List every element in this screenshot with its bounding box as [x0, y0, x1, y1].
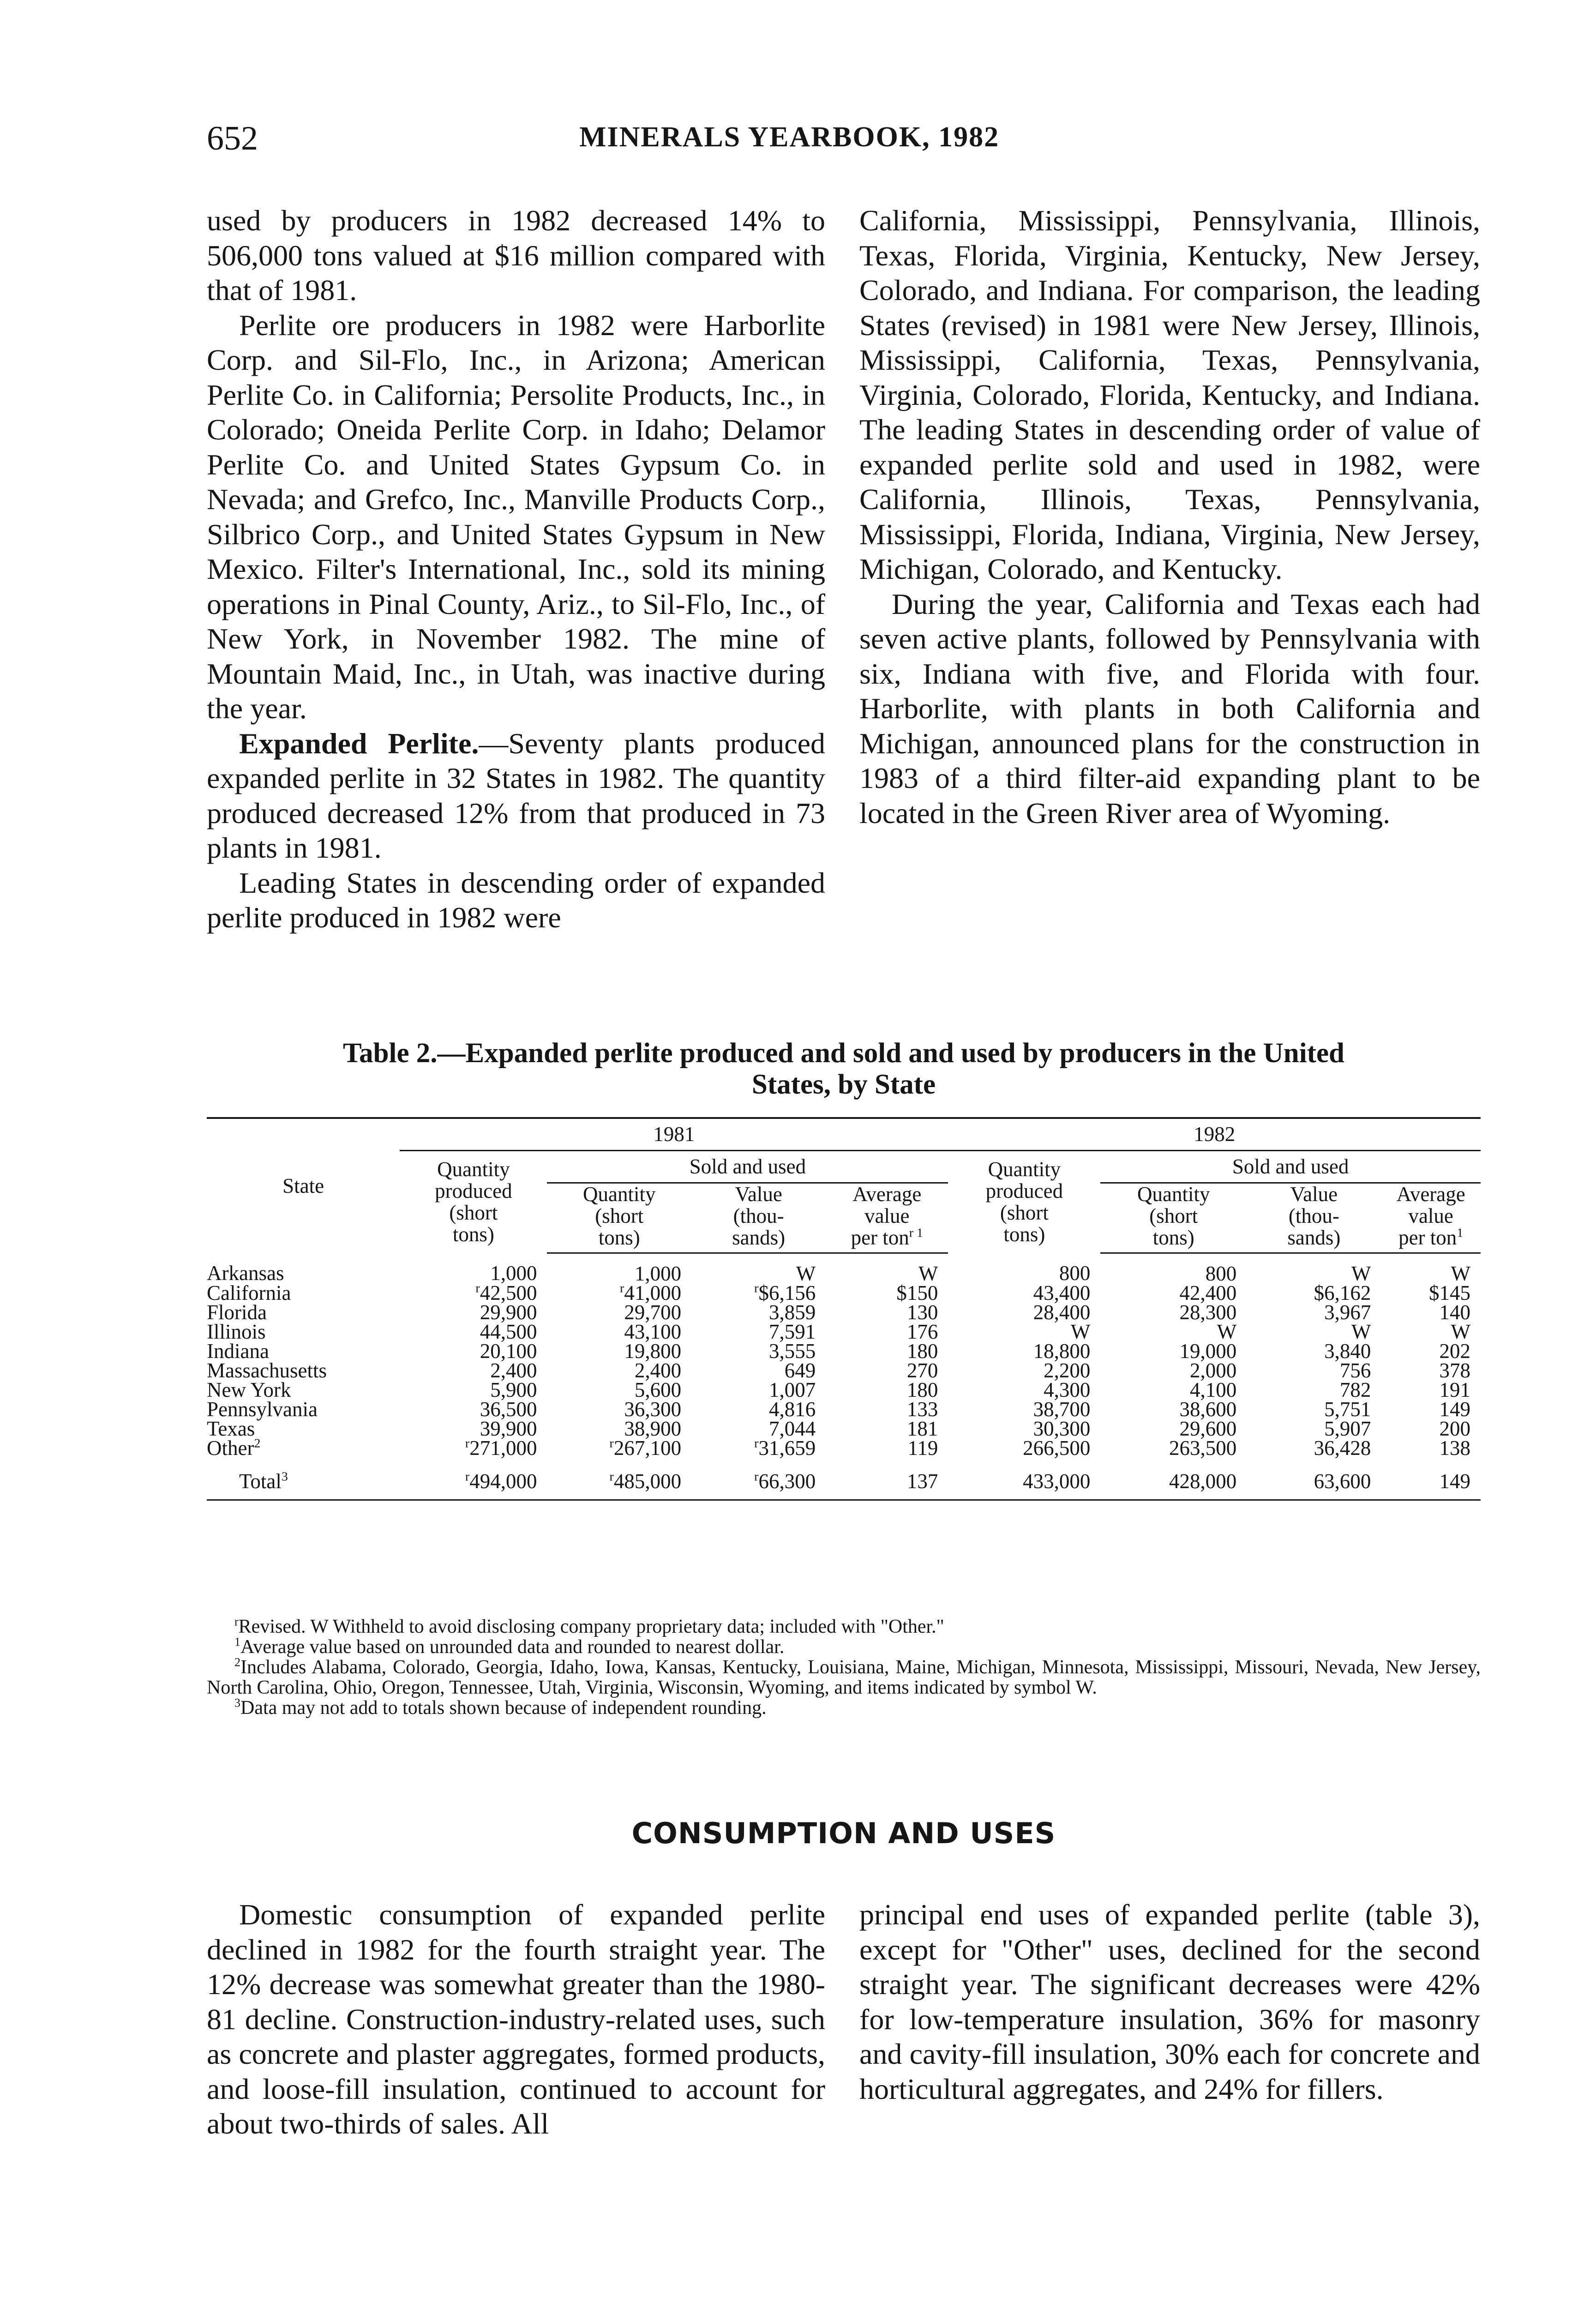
- paragraph: California, Mississippi, Pennsylvania, Illinois, Texas, Florida, Virginia, Kentucky, New Jersey, Colorado, and Indiana. For comparison, the leading States (revised) in 1981 were New Jersey, Illinois, Mississippi, California, Texas, Pennsylvania, Virginia, Colorado, Florida, Kentucky, and Indiana. The leading States in descending order of value of expanded perlite sold and used in 1982, were California, Illinois, Texas, Pennsylvania, Mississippi, Florida, Indiana, Virginia, New Jersey, Michigan, Colorado, and Kentucky.: [859, 204, 1480, 585]
- table-cell: 800: [1205, 1262, 1237, 1285]
- state-cell: Illinois: [207, 1320, 266, 1343]
- paragraph: Leading States in descending order of expanded perlite produced in 1982 were: [207, 866, 825, 934]
- paragraph-body: —Seventy plants produced expanded perlite in 32 States in 1982. The quantity produced decreased 12% from that produced in 73 plants in 1981.: [207, 727, 825, 864]
- state-cell: Total$^3$: [207, 1458, 400, 1500]
- col-header-state: State: [207, 1118, 400, 1253]
- table-cell: 19,000: [1179, 1340, 1237, 1363]
- table-cell: W: [918, 1262, 938, 1285]
- table-cell: 4,300: [1044, 1378, 1091, 1401]
- paragraph: [207, 726, 825, 866]
- footnote-r: $^r$Revised. W Withheld to avoid disclosing company proprietary data; included with "Other.": [234, 1615, 944, 1637]
- table-cell: 1,000: [634, 1262, 682, 1285]
- table-cell: $145: [1429, 1281, 1470, 1304]
- footnote-2: $^2$Includes Alabama, Colorado, Georgia, Idaho, Iowa, Kansas, Kentucky, Louisiana, Maine, Michigan, Minnesota, Mississippi, Missouri, Nevada, New Jersey, North Carolina, Ohio, Oregon, Tennessee, Utah, Virginia, Wisconsin, Wyoming, and items indicated by symbol W.: [207, 1655, 1481, 1698]
- text-column-right-2: [859, 1897, 1480, 2106]
- table-cell: W: [1070, 1320, 1091, 1343]
- table-cell: 1,007: [768, 1378, 816, 1401]
- table-cell: 43,400: [1033, 1281, 1091, 1304]
- state-cell: New York: [207, 1378, 291, 1401]
- table-cell: 3,967: [1324, 1301, 1371, 1324]
- text-column-left-2: [207, 1897, 825, 2141]
- table-cell: 3,859: [768, 1301, 816, 1324]
- text-column-right: [859, 203, 1480, 830]
- table-cell: 19,800: [624, 1340, 682, 1363]
- table-cell: $^r$66,300: [691, 1458, 826, 1500]
- state-cell: California: [207, 1281, 291, 1304]
- table-cell: 266,500: [1023, 1436, 1091, 1460]
- section-heading: CONSUMPTION AND USES: [631, 1816, 1056, 1850]
- table-cell: 130: [906, 1301, 938, 1324]
- table-cell: 5,900: [490, 1378, 537, 1401]
- table-cell: 38,900: [624, 1417, 682, 1440]
- footnotes: [207, 1617, 1481, 1718]
- footnote-3: $^3$Data may not add to totals shown because of independent rounding.: [234, 1696, 767, 1719]
- table-cell: 42,400: [1179, 1281, 1237, 1304]
- sold-used-header-1982: Sold and used: [1100, 1151, 1481, 1183]
- table-cell: 5,751: [1324, 1398, 1371, 1421]
- table-title: [207, 1038, 1481, 1100]
- table-cell: 180: [906, 1378, 938, 1401]
- table-cell: 149: [1439, 1398, 1470, 1421]
- table-cell: 7,591: [768, 1320, 816, 1343]
- table-row: [207, 1438, 1481, 1458]
- table-cell: 5,907: [1324, 1417, 1371, 1440]
- table-cell: W: [1451, 1262, 1470, 1285]
- table-cell: $6,162: [1314, 1281, 1371, 1304]
- table-cell: 782: [1339, 1378, 1371, 1401]
- table-row: [207, 1322, 1481, 1341]
- col-header-value-1982: Value (thou- sands): [1247, 1183, 1381, 1253]
- paragraph: Domestic consumption of expanded perlite declined in 1982 for the fourth straight year. The 12% decrease was somewhat greater than the 1980-81 decline. Construction-industry-related uses, such as concrete and plaster aggregates, formed products, and loose-fill insulation, continued to account for about two-thirds of sales. All: [207, 1898, 825, 2140]
- table-body: [207, 1253, 1481, 1500]
- table-cell: $^r$\$6,156: [754, 1281, 816, 1304]
- table-title-line: States, by State: [751, 1069, 936, 1100]
- table-cell: 38,700: [1033, 1398, 1091, 1421]
- table-cell: 29,700: [624, 1301, 682, 1324]
- table-cell: 3,555: [768, 1340, 816, 1363]
- table-cell: 202: [1439, 1340, 1470, 1363]
- text-column-left: [207, 203, 825, 935]
- table-cell: $^r$271,000: [465, 1436, 537, 1460]
- table-cell: 2,400: [490, 1359, 537, 1382]
- running-header: MINERALS YEARBOOK, 1982: [579, 121, 1000, 153]
- table-cell: 44,500: [480, 1320, 537, 1343]
- table-title-line: Table 2.—Expanded perlite produced and sold and used by producers in the United: [343, 1038, 1344, 1069]
- table-cell: $^r$31,659: [754, 1436, 816, 1460]
- col-header-qty-produced-1982: Quantity produced (short tons): [985, 1158, 1063, 1246]
- table-cell: 36,428: [1314, 1436, 1371, 1460]
- table-row: [207, 1283, 1481, 1303]
- table-cell: 133: [906, 1398, 938, 1421]
- table-cell: 191: [1439, 1378, 1470, 1401]
- table-cell: 4,816: [768, 1398, 816, 1421]
- col-header-quantity-1981: Quantity (short tons): [547, 1183, 691, 1253]
- table-cell: 2,200: [1044, 1359, 1091, 1382]
- table-cell: 36,300: [624, 1398, 682, 1421]
- page-number: 652: [207, 120, 258, 157]
- table-cell: W: [1451, 1320, 1470, 1343]
- table-cell: $^r$494,000: [400, 1458, 547, 1500]
- table-cell: 29,900: [480, 1301, 537, 1324]
- state-cell: Florida: [207, 1301, 267, 1324]
- table-cell: $^r$41,000: [620, 1281, 682, 1304]
- col-header-qty-produced-1981: Quantity produced (short tons): [435, 1158, 512, 1246]
- table-cell: W: [1217, 1320, 1237, 1343]
- col-header-quantity-1982: Quantity (short tons): [1100, 1183, 1247, 1253]
- paragraph: principal end uses of expanded perlite (table 3), except for "Other" uses, declined for the second straight year. The significant decreases were 42% for low-temperature insulation, 36% for masonry and cavity-fill insulation, 30% each for concrete and horticultural aggregates, and 24% for fillers.: [859, 1898, 1480, 2105]
- table-row: [207, 1303, 1481, 1322]
- table-cell: 176: [906, 1320, 938, 1343]
- table-cell: 138: [1439, 1436, 1470, 1460]
- table-cell: W: [1351, 1320, 1371, 1343]
- state-cell: Other$^2$: [207, 1436, 261, 1460]
- table-cell: 649: [784, 1359, 816, 1382]
- table-row: [207, 1400, 1481, 1419]
- table-row: [207, 1253, 1481, 1284]
- table-cell: $^r$267,100: [609, 1436, 682, 1460]
- table-row: [207, 1380, 1481, 1400]
- table-cell: 36,500: [480, 1398, 537, 1421]
- year-header-1982: 1982: [948, 1118, 1481, 1151]
- sold-used-header-1981: Sold and used: [547, 1151, 948, 1183]
- table-cell: 200: [1439, 1417, 1470, 1440]
- table-cell: 2,000: [1190, 1359, 1237, 1382]
- table-cell: 137: [826, 1458, 948, 1500]
- table-cell: 181: [906, 1417, 938, 1440]
- table-cell: 5,600: [634, 1378, 682, 1401]
- table-cell: 180: [906, 1340, 938, 1363]
- paragraph: During the year, California and Texas each had seven active plants, followed by Pennsylvania with six, Indiana with five, and Florida with four. Harborlite, with plants in both California and Michigan, announced plans for the construction in 1983 of a third filter-aid expanding plant to be located in the Green River area of Wyoming.: [859, 587, 1480, 829]
- table-cell: 1,000: [490, 1262, 537, 1285]
- table-cell: 43,100: [624, 1320, 682, 1343]
- table-cell: 29,600: [1179, 1417, 1237, 1440]
- state-cell: Pennsylvania: [207, 1398, 318, 1421]
- footnote-1: $^1$Average value based on unrounded data and rounded to nearest dollar.: [234, 1635, 785, 1658]
- table-cell: $^r$42,500: [475, 1281, 537, 1304]
- table-cell: 28,400: [1033, 1301, 1091, 1324]
- paragraph-heading: Expanded Perlite.: [239, 727, 479, 760]
- table-cell: 140: [1439, 1301, 1470, 1324]
- table-cell: 270: [906, 1359, 938, 1382]
- table-cell: $150: [896, 1281, 938, 1304]
- table-cell: 149: [1381, 1458, 1481, 1500]
- table-cell: $^r$485,000: [547, 1458, 691, 1500]
- table-cell: 263,500: [1169, 1436, 1237, 1460]
- year-header-1981: 1981: [400, 1118, 948, 1151]
- table-cell: 428,000: [1100, 1458, 1247, 1500]
- col-header-average-1981: Average value per ton$^{r 1}$: [826, 1183, 948, 1253]
- table-cell: 378: [1439, 1359, 1470, 1382]
- table-cell: 7,044: [768, 1417, 816, 1440]
- paragraph: Perlite ore producers in 1982 were Harborlite Corp. and Sil-Flo, Inc., in Arizona; American Perlite Co. in California; Persolite Products, Inc., in Colorado; Oneida Perlite Corp. in Idaho; Delamor Perlite Co. and United States Gypsum Co. in Nevada; and Grefco, Inc., Manville Products Corp., Silbrico Corp., and United States Gypsum in New Mexico. Filter's International, Inc., sold its mining operations in Pinal County, Ariz., to Sil-Flo, Inc., of New York, in November 1982. The mine of Mountain Maid, Inc., in Utah, was inactive during the year.: [207, 308, 825, 725]
- state-cell: Arkansas: [207, 1262, 284, 1285]
- table-cell: 39,900: [480, 1417, 537, 1440]
- col-header-average-1982: Average value per ton$^1$: [1381, 1183, 1481, 1253]
- table-row: [207, 1341, 1481, 1361]
- table-cell: 4,100: [1190, 1378, 1237, 1401]
- paragraph: used by producers in 1982 decreased 14% to 506,000 tons valued at $16 million compared with that of 1981.: [207, 204, 825, 307]
- table-cell: 63,600: [1247, 1458, 1381, 1500]
- table-cell: 3,840: [1324, 1340, 1371, 1363]
- table-cell: W: [796, 1262, 816, 1285]
- total-row: [207, 1458, 1481, 1500]
- perlite-table: [207, 1117, 1481, 1501]
- table-cell: 433,000: [948, 1458, 1100, 1500]
- table-cell: 30,300: [1033, 1417, 1091, 1440]
- state-cell: Massachusetts: [207, 1359, 327, 1382]
- table-row: [207, 1361, 1481, 1380]
- col-header-value-1981: Value (thou- sands): [691, 1183, 826, 1253]
- table-cell: 2,400: [634, 1359, 682, 1382]
- state-cell: Texas: [207, 1417, 255, 1440]
- table-cell: 119: [907, 1436, 938, 1460]
- state-cell: Indiana: [207, 1340, 269, 1363]
- table-cell: 20,100: [480, 1340, 537, 1363]
- table-cell: 28,300: [1179, 1301, 1237, 1324]
- table-cell: W: [1351, 1262, 1371, 1285]
- table-cell: 18,800: [1033, 1340, 1091, 1363]
- table-cell: 800: [1059, 1262, 1091, 1285]
- table-cell: 756: [1339, 1359, 1371, 1382]
- table-row: [207, 1419, 1481, 1438]
- table-cell: 38,600: [1179, 1398, 1237, 1421]
